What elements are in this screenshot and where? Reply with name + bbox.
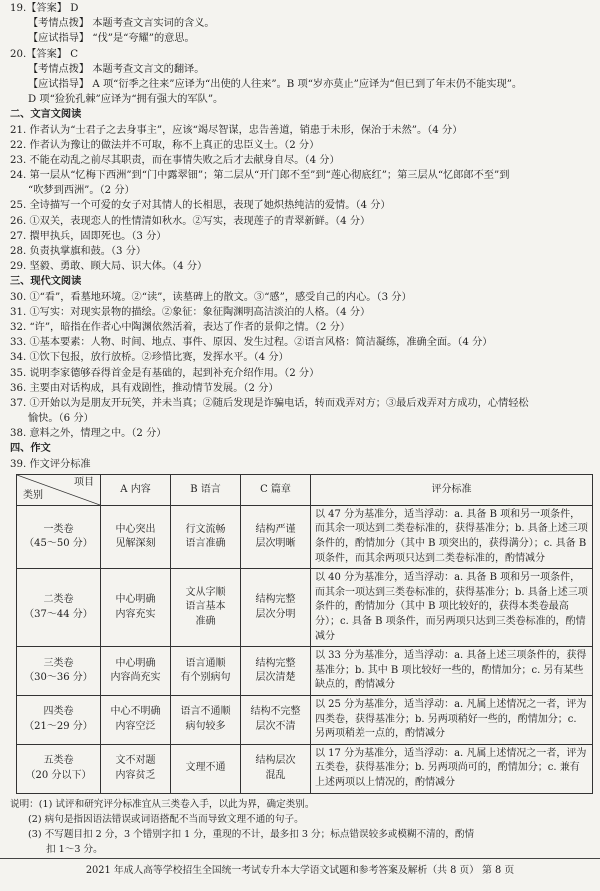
answer-line: 27. 擐甲执兵，固即死也。（3 分） bbox=[10, 230, 167, 242]
section-classical-reading: 二、文言文阅读 bbox=[10, 109, 82, 121]
standard-cell: 以 40 分为基准分，适当浮动：a. 具备 B 项和另一项条件，而其余一项达到三类卷标准的，获得基准分；b. 具备上述三项条件的，酌情加分（其中 B 项比较好的，获得本类卷最高分）；c. 具备 B 项条件，而另两项只达到三类卷标准的，酌情减分 bbox=[311, 569, 593, 647]
answer-line: 36. 主要由对话构成，具有戏剧性，推动情节发展。（2 分） bbox=[10, 382, 279, 394]
header-standard: 评分标准 bbox=[311, 474, 593, 505]
content-cell: 中心明确 内容充实 bbox=[101, 569, 171, 647]
note-line: (2) 病句是指因语法错误或词语搭配不当而导致文理不通的句子。 bbox=[28, 813, 304, 825]
category-cell: 三类卷 （30～36 分） bbox=[17, 647, 101, 696]
table-row bbox=[17, 505, 593, 568]
answer-line: 24. 第一层从“忆梅下西洲”到“门中露翠钿”；第二层从“开门郎不至”到“莲心彻底红”；第三层从“忆郎郎不至”到 bbox=[10, 170, 510, 182]
answer-line-cont: “吹梦到西洲”。（2 分） bbox=[28, 185, 135, 197]
language-cell: 语言不通顺 病句较多 bbox=[171, 695, 241, 744]
category-cell: 四类卷 （21～29 分） bbox=[17, 695, 101, 744]
structure-cell: 结构层次 混乱 bbox=[241, 744, 311, 793]
q39-title: 39. 作文评分标准 bbox=[10, 458, 91, 470]
answer-line: 38. 意料之外，情理之中。（2 分） bbox=[10, 428, 167, 440]
note-line: (3) 不写题目扣 2 分，3 个错别字扣 1 分，重现的不计，最多扣 3 分；标点错误较多或模糊不清的，酌情 bbox=[28, 828, 475, 840]
q19-answer: 19.【答案】 D bbox=[10, 3, 79, 14]
answer-line: 37. ①开始以为是朋友开玩笑，并未当真；②随后发现是诈骗电话，转而戏弄对方；③最后戏弄对方成功，心情轻松 bbox=[10, 397, 529, 409]
answer-line: 21. 作者认为“士君子之去身事主”，应该“竭尽智谋，忠告善道，销患于未形，保治于未然”。（4 分） bbox=[10, 124, 463, 136]
header-structure: C 篇章 bbox=[241, 474, 311, 505]
language-cell: 语言通顺 有个别病句 bbox=[171, 647, 241, 696]
answer-line: 23. 不能在动乱之前尽其职责，而在事情失败之后才去献身自尽。（4 分） bbox=[10, 154, 340, 166]
section-composition: 四、作文 bbox=[10, 443, 51, 455]
header-language: B 语言 bbox=[171, 474, 241, 505]
q20-guide: 【应试指导】 A 项“衍季之往来”应译为“出使的人往来”。B 项“岁亦莫止”应译为“但已到了年末仍不能实现”。 bbox=[28, 78, 523, 90]
standard-cell: 以 47 分为基准分，适当浮动：a. 具备 B 项和另一项条件，而其余一项达到二类卷标准的，获得基准分；b. 具备上述三项条件的，酌情加分（其中 B 项突出的，获得满分）；c. 具备 B 项条件，而其余两项只达到二类卷标准的，酌情减分 bbox=[311, 505, 593, 568]
table-row bbox=[17, 744, 593, 793]
table-row bbox=[17, 695, 593, 744]
q20-guide-cont: D 项“猃狁孔棘”应译为“拥有强大的军队”。 bbox=[28, 94, 224, 106]
note-line: 说明：(1) 试评和研究评分标准宜从三类卷入手，以此为界，确定类别。 bbox=[10, 798, 315, 810]
category-cell: 一类卷 （45～50 分） bbox=[17, 505, 101, 568]
structure-cell: 结构不完整 层次不清 bbox=[241, 695, 311, 744]
header-content: A 内容 bbox=[101, 474, 171, 505]
answer-content bbox=[10, 1, 592, 857]
category-cell: 五类卷 （20 分以下） bbox=[17, 744, 101, 793]
standard-cell: 以 17 分为基准分，适当浮动：a. 凡属上述情况之一者，评为五类卷，获得基准分；b. 另两项尚可的，酌情加分；c. 兼有上述两项以上情况的，酌情减分 bbox=[311, 744, 593, 793]
table-row bbox=[17, 569, 593, 647]
q19-guide: 【应试指导】 “伐”是“夸耀”的意思。 bbox=[28, 33, 195, 45]
modern-answers bbox=[10, 290, 592, 442]
answer-line: 32. “许”，暗指在作者心中陶渊依然活着，表达了作者的景仰之情。（2 分） bbox=[10, 321, 351, 333]
header-item: 项目 bbox=[74, 476, 94, 488]
answer-line: 34. ①饮下包报，放行放桥。②珍惜比赛，发挥水平。（4 分） bbox=[10, 352, 289, 364]
content-cell: 中心明确 内容尚充实 bbox=[101, 647, 171, 696]
content-cell: 中心不明确 内容空泛 bbox=[101, 695, 171, 744]
header-category: 类别 bbox=[23, 490, 43, 502]
note-line: 扣 1～3 分。 bbox=[46, 844, 103, 856]
scoring-table bbox=[16, 474, 593, 794]
language-cell: 行文流畅 语言准确 bbox=[171, 505, 241, 568]
answer-line: 33. ①基本要素：人物、时间、地点、事件、原因、发生过程。②语言风格：简洁凝练，准确全面。（4 分） bbox=[10, 337, 493, 349]
standard-cell: 以 33 分为基准分，适当浮动：a. 具备上述三项条件的，获得基准分；b. 其中 B 项比较好一些的，酌情加分；c. 另有某些缺点的，酌情减分 bbox=[311, 647, 593, 696]
structure-cell: 结构完整 层次分明 bbox=[241, 569, 311, 647]
structure-cell: 结构严谨 层次明晰 bbox=[241, 505, 311, 568]
table-row bbox=[17, 647, 593, 696]
section-modern-reading: 三、现代文阅读 bbox=[10, 276, 82, 288]
answer-line: 35. 说明李家德够吞得首金是有基础的，起到补充介绍作用。（2 分） bbox=[10, 367, 320, 379]
content-cell: 文不对题 内容贫乏 bbox=[101, 744, 171, 793]
answer-line: 31. ①写实：对现实景物的描绘。②象征：象征陶渊明高洁淡泊的人格。（4 分） bbox=[10, 306, 371, 318]
answer-line: 22. 作者认为豫让的做法并不可取，称不上真正的忠臣义士。（2 分） bbox=[10, 139, 320, 151]
content-cell: 中心突出 见解深刻 bbox=[101, 505, 171, 568]
language-cell: 文从字顺 语言基本 准确 bbox=[171, 569, 241, 647]
notes bbox=[10, 797, 592, 858]
table-header-row bbox=[17, 474, 593, 505]
answer-line: 28. 负责执掌旗和鼓。（3 分） bbox=[10, 246, 147, 257]
q20-answer: 20.【答案】 C bbox=[10, 48, 78, 60]
answer-line: 30. ①“看”，看墓地环境。②“读”，读墓碑上的散文。③“感”，感受自己的内心。（3 分） bbox=[10, 291, 412, 303]
answer-line: 29. 坚毅、勇敢、顾大局、识大体。（4 分） bbox=[10, 261, 208, 273]
q19-tip: 【考情点拨】 本题考查文言实词的含义。 bbox=[28, 18, 215, 30]
classical-answers bbox=[10, 123, 592, 275]
q20-tip: 【考情点拨】 本题考查文言文的翻译。 bbox=[28, 63, 205, 75]
page-footer: 2021 年成人高等学校招生全国统一考试专升本大学语文试题和参考答案及解析（共 8 页） 第 8 页 bbox=[0, 858, 600, 878]
answer-line: 25. 全诗描写一个可爱的女子对其情人的长相思，表现了她炽热纯洁的爱情。（4 分） bbox=[10, 200, 391, 212]
standard-cell: 以 25 分为基准分，适当浮动：a. 凡属上述情况之一者，评为四类卷，获得基准分；b. 另两项稍好一些的，酌情加分；c. 另两项稍差一点的，酌情减分 bbox=[311, 695, 593, 744]
language-cell: 文理不通 bbox=[171, 744, 241, 793]
answer-line: 26. ①双关，表现恋人的性情清如秋水。②写实，表现莲子的青翠新鲜。（4 分） bbox=[10, 215, 371, 227]
answer-line-cont: 愉快。（6 分） bbox=[28, 413, 94, 425]
diagonal-header-cell bbox=[17, 474, 101, 505]
structure-cell: 结构完整 层次清楚 bbox=[241, 647, 311, 696]
category-cell: 二类卷 （37～44 分） bbox=[17, 569, 101, 647]
